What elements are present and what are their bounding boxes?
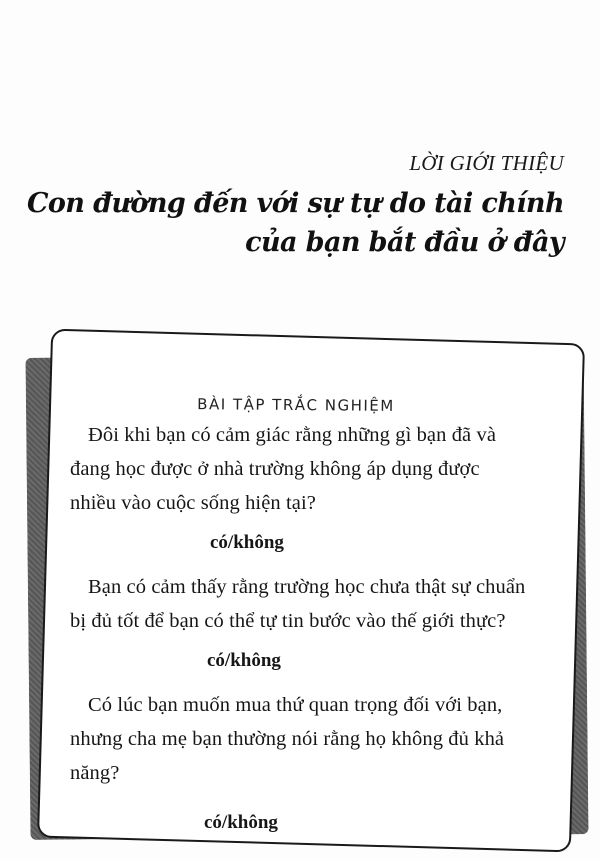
quiz-answer-3: có/không — [204, 812, 278, 833]
quiz-question-3: Có lúc bạn muốn mua thứ quan trọng đối với bạn, nhưng cha mẹ bạn thường nói rằng họ không đủ khả năng? — [70, 694, 505, 784]
chapter-title — [4, 184, 564, 262]
section-label: LỜI GIỚI THIỆU — [409, 151, 564, 175]
chapter-title-line-2: của bạn bắt đầu ở đây — [245, 227, 564, 258]
quiz-question-1: Đôi khi bạn có cảm giác rằng những gì bạn đã và đang học được ở nhà trường không áp dụng được nhiều vào cuộc sống hiện tại? — [70, 424, 497, 514]
quiz-answer-2: có/không — [207, 650, 281, 671]
chapter-title-line-1: Con đường đến với sự tự do tài chính — [26, 188, 564, 219]
quiz-content — [70, 396, 530, 850]
quiz-heading: BÀI TẬP TRẮC NGHIỆM — [197, 395, 395, 415]
quiz-answer-1: có/không — [210, 532, 284, 553]
quiz-question-2: Bạn có cảm thấy rằng trường học chưa thật sự chuẩn bị đủ tốt để bạn có thể tự tin bước vào thế giới thực? — [70, 576, 526, 632]
